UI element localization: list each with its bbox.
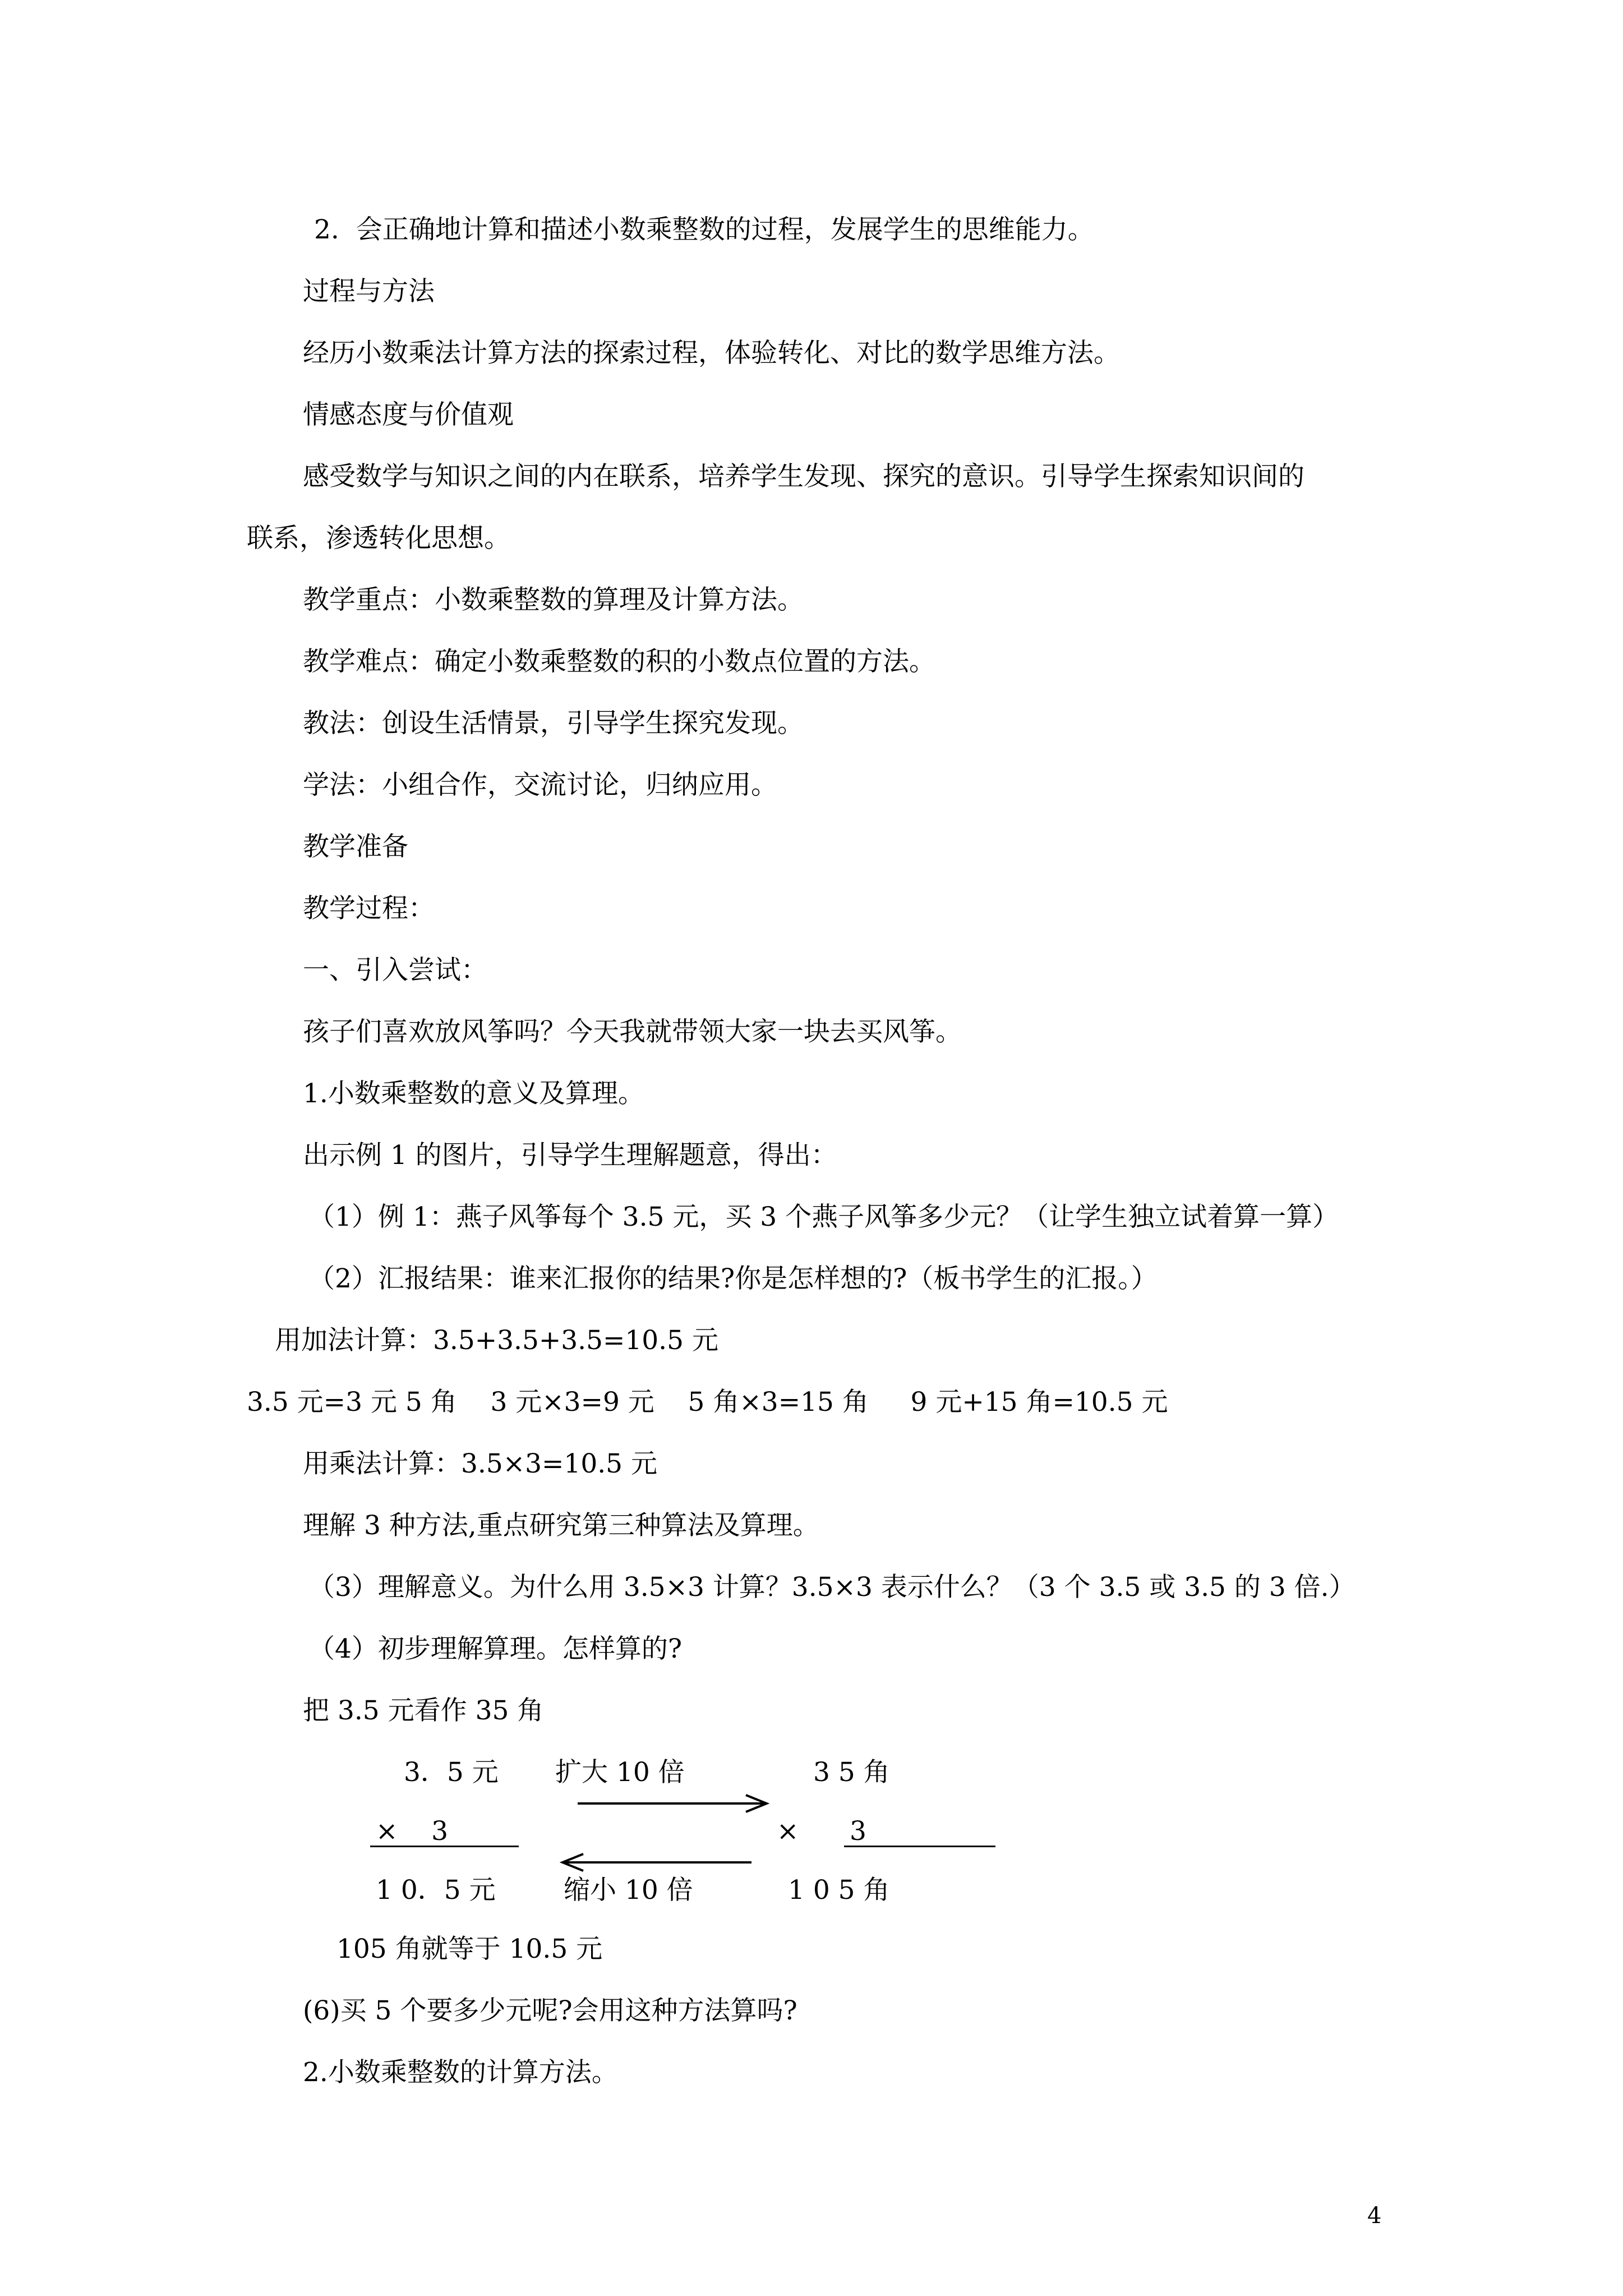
conversion-method: 3.5 元=3 元 5 角 3 元×3=9 元 5 角×3=15 角 9 元+15 角=10.5 元 <box>247 1387 1168 1418</box>
understand-algorithm: （4）初步理解算理。怎样算的? <box>308 1634 683 1664</box>
process-method-text: 经历小数乘法计算方法的探索过程，体验转化、对比的数学思维方法。 <box>303 338 1120 369</box>
right-result-rule <box>844 1846 995 1847</box>
example-1: （1）例 1：燕子风筝每个 3.5 元，买 3 个燕子风筝多少元？（让学生独立试着算一算） <box>308 1202 1339 1232</box>
equivalence-note: 105 角就等于 10.5 元 <box>336 1934 603 1964</box>
attitude-text-2: 联系，渗透转化思想。 <box>247 523 510 554</box>
page-number: 4 <box>1367 2203 1382 2229</box>
intro-question: 孩子们喜欢放风筝吗？今天我就带领大家一块去买风筝。 <box>303 1016 962 1047</box>
right-times-sign: × <box>777 1816 799 1847</box>
multiplication-method: 用乘法计算：3.5×3=10.5 元 <box>303 1448 657 1479</box>
left-result-rule <box>370 1846 519 1847</box>
teaching-difficulty: 教学难点：确定小数乘整数的积的小数点位置的方法。 <box>303 646 935 677</box>
subheading-2: 2.小数乘整数的计算方法。 <box>303 2057 618 2088</box>
subheading-1: 1.小数乘整数的意义及算理。 <box>303 1078 644 1109</box>
objective-2: 2. 会正确地计算和描述小数乘整数的过程，发展学生的思维能力。 <box>314 214 1094 245</box>
right-multiplicand: 3 5 角 <box>813 1757 890 1788</box>
scale-up-label: 扩大 10 倍 <box>555 1757 685 1788</box>
teaching-method: 教法：创设生活情景，引导学生探究发现。 <box>303 708 804 739</box>
right-arrow-icon <box>578 1795 768 1812</box>
understand-meaning: （3）理解意义。为什么用 3.5×3 计算？3.5×3 表示什么？（3 个 3.5 或 3.5 的 3 倍.） <box>308 1572 1355 1603</box>
teaching-process: 教学过程： <box>303 893 435 924</box>
attitude-text-1: 感受数学与知识之间的内在联系，培养学生发现、探究的意识。引导学生探索知识间的 <box>303 461 1304 492</box>
learning-method: 学法：小组合作，交流讨论，归纳应用。 <box>303 770 777 800</box>
teaching-focus: 教学重点：小数乘整数的算理及计算方法。 <box>303 585 804 615</box>
left-multiplier: × 3 <box>376 1816 449 1847</box>
three-methods-note: 理解 3 种方法,重点研究第三种算法及算理。 <box>303 1510 819 1541</box>
question-6: (6)买 5 个要多少元呢?会用这种方法算吗? <box>303 1995 797 2026</box>
heading-attitude-values: 情感态度与价值观 <box>303 399 514 430</box>
right-product: 1 0 5 角 <box>788 1875 890 1906</box>
left-product: 1 0．5 元 <box>376 1875 496 1906</box>
report-results: （2）汇报结果：谁来汇报你的结果?你是怎样想的?（板书学生的汇报。） <box>308 1263 1158 1294</box>
example-intro: 出示例 1 的图片，引导学生理解题意，得出： <box>303 1140 837 1171</box>
left-arrow-icon <box>561 1854 751 1871</box>
addition-method: 用加法计算：3.5+3.5+3.5=10.5 元 <box>275 1325 718 1356</box>
teaching-preparation: 教学准备 <box>303 831 408 862</box>
left-multiplicand: 3．5 元 <box>404 1757 499 1788</box>
scale-down-label: 缩小 10 倍 <box>564 1875 693 1906</box>
section-1-heading: 一、引入尝试： <box>303 955 487 986</box>
convert-to-jiao: 把 3.5 元看作 35 角 <box>303 1695 544 1726</box>
right-multiplier: 3 <box>850 1816 866 1847</box>
heading-process-method: 过程与方法 <box>303 276 435 307</box>
